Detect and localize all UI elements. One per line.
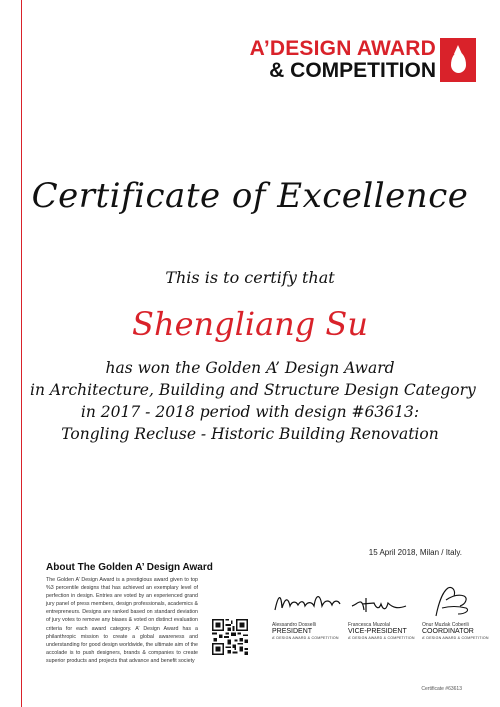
brand-logo [250, 38, 476, 82]
signatures [272, 584, 489, 664]
qr-code-icon[interactable] [212, 619, 248, 655]
signatory-role: VICE-PRESIDENT [348, 628, 407, 635]
signatory-name: Francesca Muzolal [348, 622, 390, 628]
handwritten-signature-icon [272, 584, 342, 620]
award-description [30, 357, 476, 445]
left-red-rule [21, 0, 22, 707]
certificate-title: Certificate of Excellence [31, 176, 469, 216]
signatory-role: PRESIDENT [272, 628, 313, 635]
recipient-name: Shengliang Su [132, 305, 368, 343]
logo-drop-icon [440, 38, 476, 82]
certify-statement: This is to certify that [165, 268, 335, 287]
award-line: in Architecture, Building and Structure Design Category [30, 381, 476, 399]
certificate-id: Certificate #63613 [421, 686, 462, 692]
signature-vice-president [348, 584, 415, 640]
about-section [46, 562, 213, 665]
award-line: Tongling Recluse - Historic Building Renovation [61, 425, 439, 443]
signatory-org: A’ DESIGN AWARD & COMPETITION [348, 636, 415, 640]
about-title: About The Golden A’ Design Award [46, 562, 213, 573]
signature-president [272, 584, 342, 640]
handwritten-signature-icon [348, 584, 414, 620]
signatory-org: A’ DESIGN AWARD & COMPETITION [422, 636, 489, 640]
signatory-org: A’ DESIGN AWARD & COMPETITION [272, 636, 339, 640]
award-line: has won the Golden A’ Design Award [105, 359, 395, 377]
signatory-role: COORDINATOR [422, 628, 474, 635]
signatory-name: Onur Muzlak Coberili [422, 622, 469, 628]
signatory-name: Alessandro Dosselli [272, 622, 316, 628]
logo-line-2: & COMPETITION [269, 59, 436, 82]
signature-coordinator [422, 584, 489, 640]
date-place: 15 April 2018, Milan / Italy. [368, 548, 462, 557]
handwritten-signature-icon [422, 584, 484, 620]
about-body: The Golden A’ Design Award is a prestigious award given to top %3 percentile designs that has achieved an exemplary level of perfection in design. Entries are voted by an experienced grand jury panel of press members, design professionals, academics & entrepreneurs. Designs are ranked based on standard deviation of jury votes to remove any biases & voted on distinct evaluation criteria for each award category. A’ Design Award has a philanthropic mission to create a global awareness and understanding for good design worldwide, the ultimate aim of the accolade is to push designers, brands & companies to create superior products and projects that advance and benefit society [46, 577, 198, 664]
logo-line-1: A’DESIGN AWARD [249, 37, 436, 60]
award-line: in 2017 - 2018 period with design #63613: [80, 403, 420, 421]
